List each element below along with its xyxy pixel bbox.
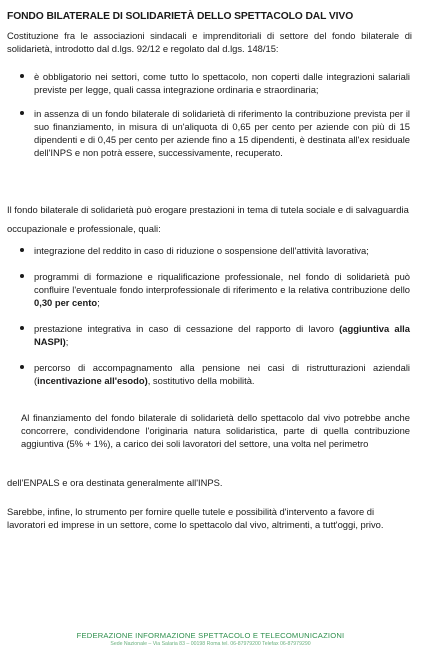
bullet-icon: [20, 326, 24, 330]
benefits-paragraph: Il fondo bilaterale di solidarietà può erogare prestazioni in tema di tutela sociale e di salvaguardia occupazionale e professionale, quali:: [7, 204, 409, 234]
letterhead-footer: [0, 631, 421, 647]
bullet-icon: [20, 365, 24, 369]
financing-paragraph: Al finanziamento del fondo bilaterale di solidarietà dello spettacolo dal vivo potrebbe anche concorrere, condividendone l'originaria natura solidaristica, parte di quella contribuzione aggiuntiva (5% + 1%), a carico dei soli lavoratori del settore, una volta nel perimetro: [21, 412, 410, 449]
list-item: [0, 361, 421, 387]
enpals-paragraph: dell'ENPALS e ora destinata generalmente all'INPS.: [7, 477, 223, 488]
list-item-text: prestazione integrativa in caso di cessazione del rapporto di lavoro (aggiuntiva alla NASPI);: [34, 323, 410, 347]
footer-organization: FEDERAZIONE INFORMAZIONE SPETTACOLO E TELECOMUNICAZIONI: [76, 631, 345, 640]
list-item: [0, 322, 421, 348]
bullet-icon: [20, 74, 24, 78]
list-item: [0, 70, 421, 96]
list-item-text: in assenza di un fondo bilaterale di solidarietà di riferimento la contribuzione prevista per il suo finanziamento, in misura di un'aliquota di 0,65 per cento per aziende con più di 15 dipendenti e di 0,45 per cento per aziende fino a 15 dipendenti, è destinata all'ex residuale dell'INPS e non potrà essere, successivamente, recuperato.: [34, 108, 410, 158]
list-item-text: percorso di accompagnamento alla pensione nei casi di ristrutturazioni aziendali (incentivazione all'esodo), sostitutivo della mobilità.: [34, 362, 410, 386]
list-item: [0, 107, 421, 159]
list-item-text: programmi di formazione e riqualificazione professionale, nel fondo di solidarietà può confluire l'eventuale fondo interprofessionale di riferimento e la relativa contribuzione dello 0,30 per cento;: [34, 271, 410, 308]
fund-rules-list: [0, 70, 421, 159]
bullet-icon: [20, 274, 24, 278]
bullet-icon: [20, 248, 24, 252]
list-item: [0, 270, 421, 309]
list-item-text: è obbligatorio nei settori, come tutto lo spettacolo, non coperti dalle integrazioni salariali previste per legge, quali cassa integrazione ordinaria e straordinaria;: [34, 71, 410, 95]
intro-paragraph: Costituzione fra le associazioni sindacali e imprenditoriali di settore del fondo bilaterale di solidarietà, introdotto dal d.lgs. 92/12 e regolato dal d.lgs. 148/15:: [7, 30, 412, 54]
document-title: FONDO BILATERALE DI SOLIDARIETÀ DELLO SPETTACOLO DAL VIVO: [7, 11, 354, 22]
footer-address: Sede Nazionale – Via Salaria 83 – 00198 Roma tel. 06-87979200 Telefax 06-87979290: [110, 641, 311, 647]
list-item-text: integrazione del reddito in caso di riduzione o sospensione dell'attività lavorativa;: [34, 245, 369, 256]
list-item: [0, 244, 421, 257]
closing-paragraph: Sarebbe, infine, lo strumento per fornire quelle tutele e possibilità d'intervento a favore di lavoratori ed imprese in un settore, come lo spettacolo dal vivo, altrimenti, a tutt'oggi, privo.: [7, 506, 384, 530]
benefits-list: [0, 244, 421, 387]
bullet-icon: [20, 111, 24, 115]
